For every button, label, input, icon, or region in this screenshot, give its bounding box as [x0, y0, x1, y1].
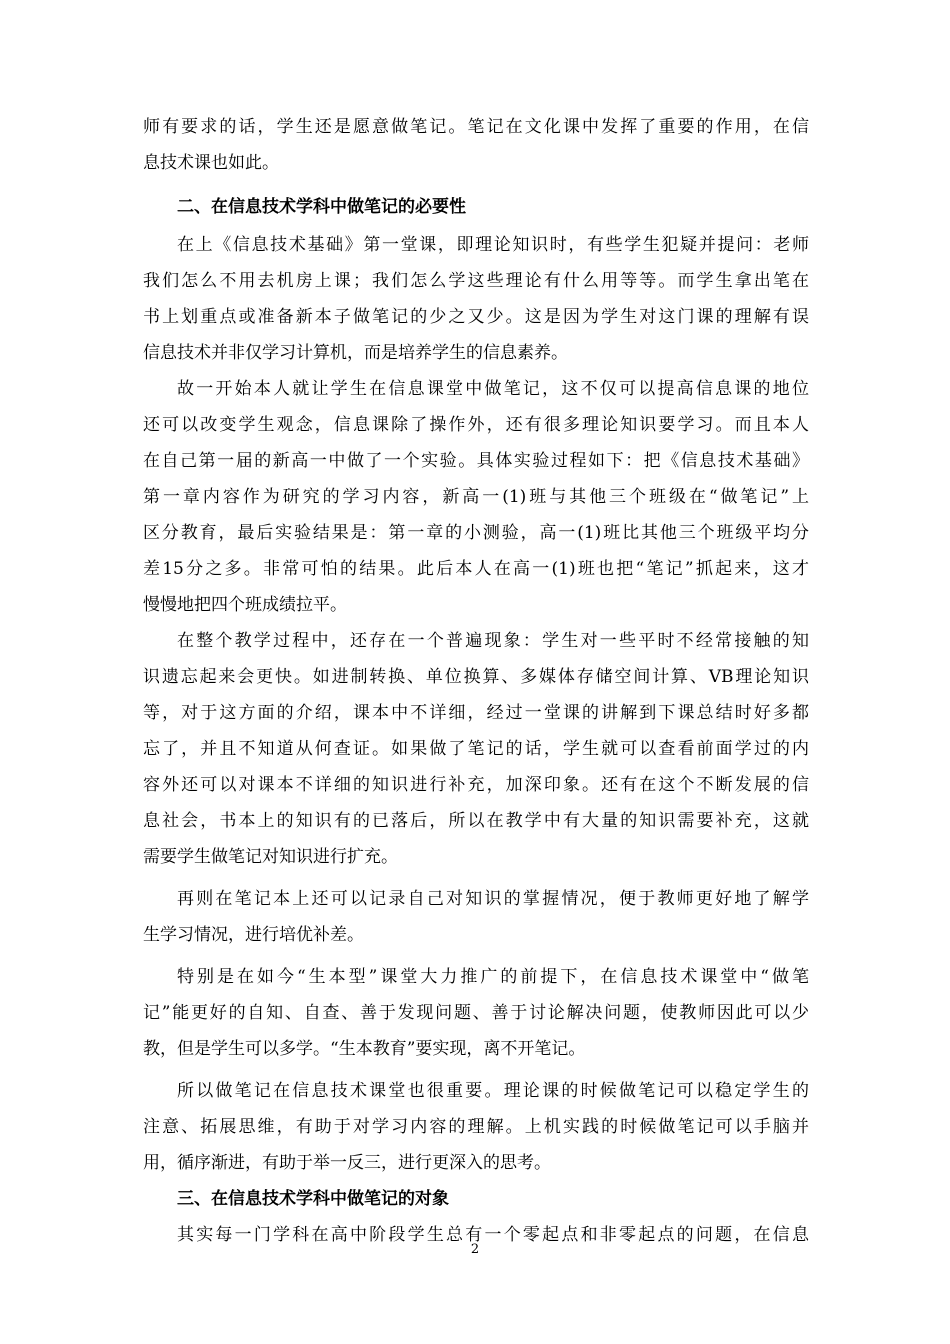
- body-text-line: 容外还可以对课本不详细的知识进行补充，加深印象。还有在这个不断发展的信: [143, 775, 809, 795]
- body-text-line: 等，对于这方面的介绍，课本中不详细，经过一堂课的讲解到下课总结时好多都: [143, 703, 809, 723]
- page-number: 2: [470, 1242, 480, 1257]
- body-text-line: 再则在笔记本上还可以记录自己对知识的掌握情况，便于教师更好地了解学: [177, 889, 809, 909]
- body-text-line: 故一开始本人就让学生在信息课堂中做笔记，这不仅可以提高信息课的地位: [177, 379, 809, 399]
- body-text-line: 所以做笔记在信息技术课堂也很重要。理论课的时候做笔记可以稳定学生的: [177, 1081, 809, 1101]
- section-heading: 三、在信息技术学科中做笔记的对象: [177, 1189, 449, 1209]
- section-heading: 二、在信息技术学科中做笔记的必要性: [177, 197, 466, 217]
- body-text-line: 师有要求的话，学生还是愿意做笔记。笔记在文化课中发挥了重要的作用，在信: [143, 117, 809, 137]
- body-text-line: 忘了，并且不知道从何查证。如果做了笔记的话，学生就可以查看前面学过的内: [143, 739, 809, 759]
- body-text-line: 记”能更好的自知、自查、善于发现问题、善于讨论解决问题，使教师因此可以少: [143, 1003, 809, 1023]
- body-text-line: 差15分之多。非常可怕的结果。此后本人在高一(1)班也把“笔记”抓起来，这才: [143, 559, 809, 579]
- body-text-line: 在上《信息技术基础》第一堂课，即理论知识时，有些学生犯疑并提问：老师: [177, 235, 809, 255]
- body-text-line: 特别是在如今“生本型”课堂大力推广的前提下，在信息技术课堂中“做笔: [177, 967, 809, 987]
- body-text-line: 息技术课也如此。: [143, 153, 279, 173]
- body-text-line: 教，但是学生可以多学。“生本教育”要实现，离不开笔记。: [143, 1039, 586, 1059]
- body-text-line: 第一章内容作为研究的学习内容，新高一(1)班与其他三个班级在“做笔记”上: [143, 487, 809, 507]
- body-text-line: 识遗忘起来会更快。如进制转换、单位换算、多媒体存储空间计算、VB理论知识: [143, 667, 809, 687]
- body-text-line: 书上划重点或准备新本子做笔记的少之又少。这是因为学生对这门课的理解有误: [143, 307, 809, 327]
- body-text-line: 用，循序渐进，有助于举一反三，进行更深入的思考。: [143, 1153, 551, 1173]
- body-text-line: 信息技术并非仅学习计算机，而是培养学生的信息素养。: [143, 343, 568, 363]
- body-text-line: 慢慢地把四个班成绩拉平。: [143, 595, 347, 615]
- body-text-line: 在整个教学过程中，还存在一个普遍现象：学生对一些平时不经常接触的知: [177, 631, 809, 651]
- body-text-line: 我们怎么不用去机房上课；我们怎么学这些理论有什么用等等。而学生拿出笔在: [143, 271, 809, 291]
- body-text-line: 息社会，书本上的知识有的已落后，所以在教学中有大量的知识需要补充，这就: [143, 811, 809, 831]
- body-text-line: 注意、拓展思维，有助于对学习内容的理解。上机实践的时候做笔记可以手脑并: [143, 1117, 809, 1137]
- body-text-line: 区分教育，最后实验结果是：第一章的小测验，高一(1)班比其他三个班级平均分: [143, 523, 809, 543]
- body-text-line: 生学习情况，进行培优补差。: [143, 925, 364, 945]
- body-text-line: 其实每一门学科在高中阶段学生总有一个零起点和非零起点的问题，在信息: [177, 1225, 809, 1245]
- body-text-line: 在自己第一届的新高一中做了一个实验。具体实验过程如下：把《信息技术基础》: [143, 451, 809, 471]
- body-text-line: 还可以改变学生观念，信息课除了操作外，还有很多理论知识要学习。而且本人: [143, 415, 809, 435]
- body-text-line: 需要学生做笔记对知识进行扩充。: [143, 847, 398, 867]
